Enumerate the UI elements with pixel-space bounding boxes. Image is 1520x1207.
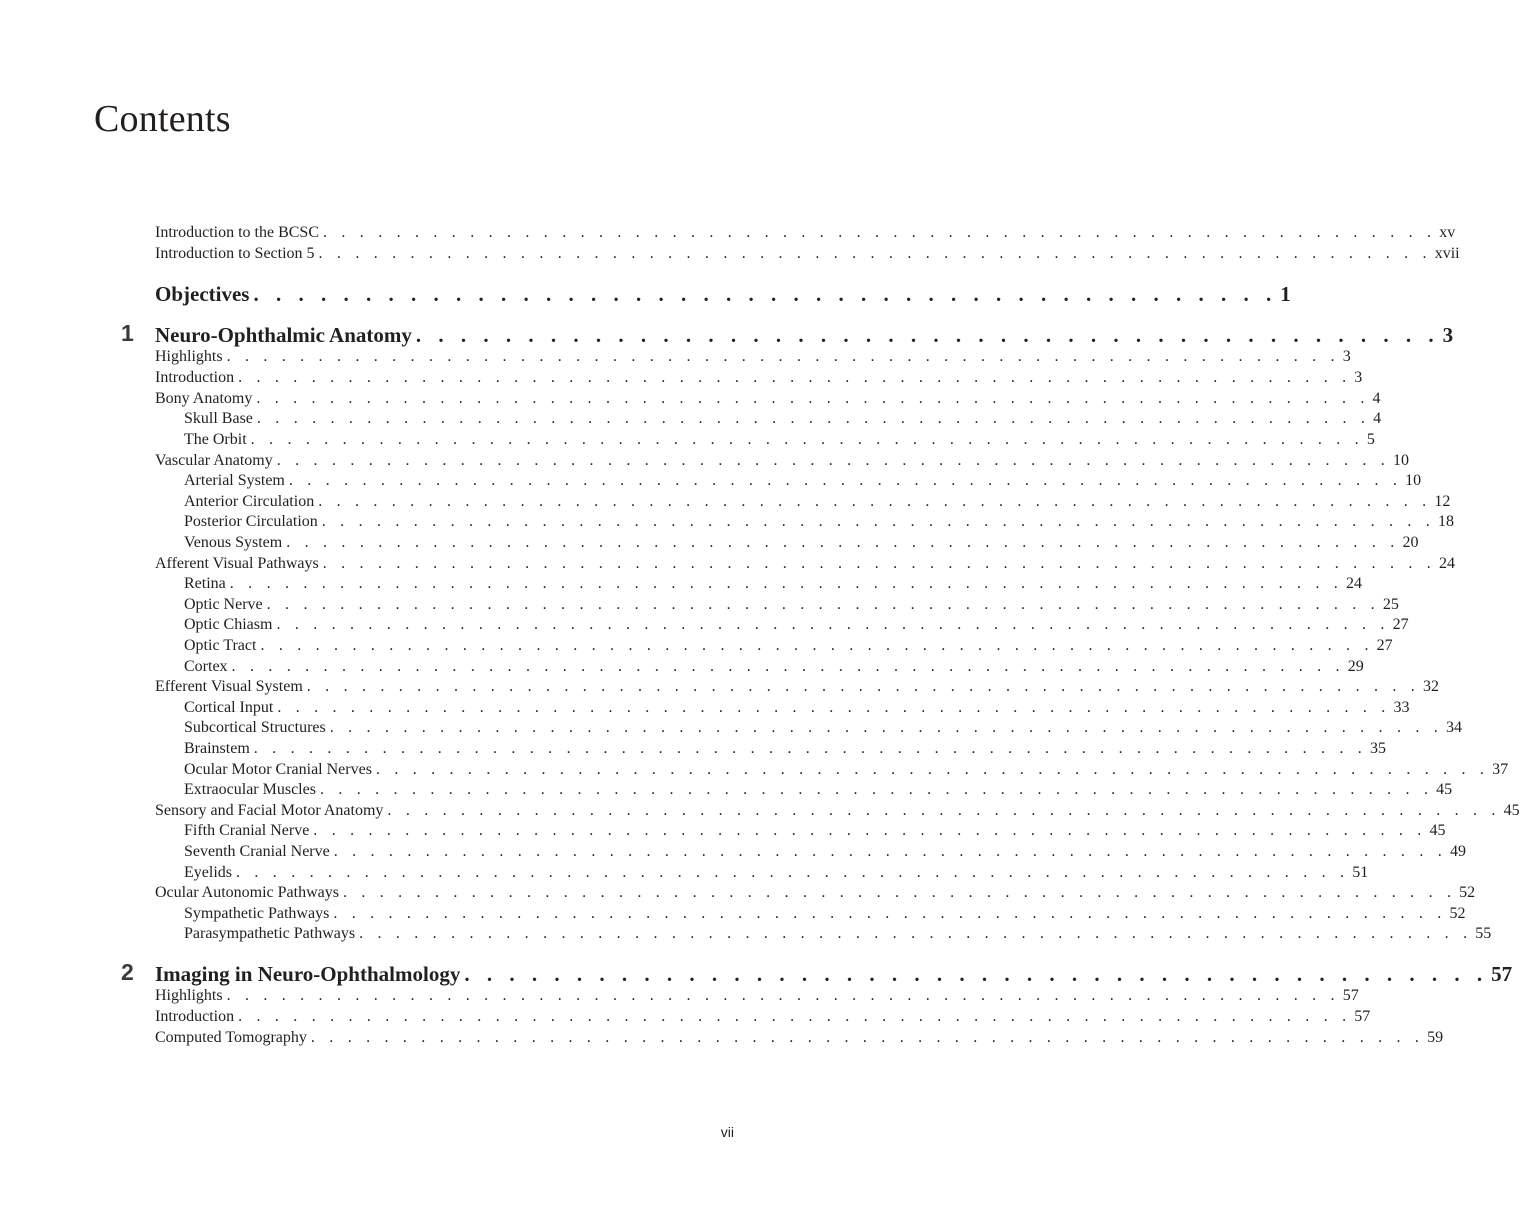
toc-entry-page: 27: [1392, 616, 1409, 633]
toc-entry[interactable]: [155, 677, 1439, 697]
dot-leader: . . . . . . . . . . . . . . . . . . . . . . . . . . . . . . . . . . . . . . . . . . . . . . . . . . . . . . . . . . . . .: [313, 822, 1427, 839]
toc-entry-title: Highlights: [155, 348, 223, 365]
chapter-page: 57: [1491, 962, 1513, 986]
toc-entry-title: Fifth Cranial Nerve: [184, 822, 310, 839]
chapter-page: 3: [1442, 323, 1454, 347]
toc-entry[interactable]: [184, 904, 1466, 924]
toc-entry-page: 10: [1392, 452, 1409, 469]
toc-entry[interactable]: [155, 554, 1455, 574]
dot-leader: . . . . . . . . . . . . . . . . . . . . . . . . . . . . . . . . . . . . . . . . . . . . . . . . . . . . . . . . . . . . .: [276, 616, 1390, 633]
dot-leader: . . . . . . . . . . . . . . . . . . . . . . . . . . . . . . . . . . . . . . . . . . . . . .: [464, 962, 1489, 986]
toc-entry[interactable]: [155, 347, 1351, 367]
toc-entry-page: 57: [1354, 1008, 1371, 1025]
toc-entry[interactable]: [184, 780, 1453, 800]
dot-leader: . . . . . . . . . . . . . . . . . . . . . . . . . . . . . . . . . . . . . . . . . . . . . . . . . . . . . . . . . . . . .: [306, 678, 1420, 695]
dot-leader: . . . . . . . . . . . . . . . . . . . . . . . . . . . . . . . . . . . . . . . . . . . . . . . . . . . . . . . . . . . . .: [342, 884, 1457, 901]
toc-entry-title: Venous System: [184, 534, 283, 551]
toc-entry[interactable]: [184, 863, 1369, 883]
toc-entry-page: 35: [1369, 740, 1386, 757]
toc-entry-title: Introduction: [155, 1008, 235, 1025]
toc-entry[interactable]: [184, 430, 1375, 450]
toc-entry-page: 24: [1438, 555, 1455, 572]
toc-entry-title: Vascular Anatomy: [155, 452, 273, 469]
toc-entry[interactable]: [155, 368, 1363, 388]
dot-leader: . . . . . . . . . . . . . . . . . . . . . . . . . . . . . . . . . . . . . . . . . . . . . . . . . . . . . . . . . . . . .: [310, 1029, 1425, 1046]
toc-entry[interactable]: [155, 801, 1520, 821]
toc-entry-page: 29: [1347, 658, 1364, 675]
dot-leader: . . . . . . . . . . . . . . . . . . . . . . . . . . . . . . . . . . . . . . . . . . . . . . . . . . . . . . . . . . . . .: [256, 390, 1370, 407]
dot-leader: . . . . . . . . . . . . . . . . . . . . . . . . . . . . . . . . . . . . . . . . . . . . . . . . . . . . . . . . . . . . .: [260, 637, 1374, 654]
toc-entry-title: Retina: [184, 575, 226, 592]
toc-entry-page: 45: [1436, 781, 1453, 798]
toc-entry-page: 27: [1376, 637, 1393, 654]
toc-entry-title: Ocular Autonomic Pathways: [155, 884, 339, 901]
dot-leader: . . . . . . . . . . . . . . . . . . . . . . . . . . . . . . . . . . . . . . . . . . . . . . . . . . . . . . . . . . . . .: [226, 987, 1340, 1004]
dot-leader: . . . . . . . . . . . . . . . . . . . . . . . . . . . . . . . . . . . . . . . . . . . . . .: [253, 282, 1278, 306]
toc-entry-page: 4: [1372, 390, 1381, 407]
toc-entry-objectives[interactable]: [155, 281, 1291, 307]
toc-entry-title: Arterial System: [184, 472, 285, 489]
toc-entry-title: Afferent Visual Pathways: [155, 555, 319, 572]
toc-entry-title: Brainstem: [184, 740, 250, 757]
toc-entry-page: xvii: [1434, 245, 1460, 262]
page-title: Contents: [94, 98, 231, 140]
toc-entry[interactable]: [184, 718, 1462, 738]
toc-entry-page: 45: [1503, 802, 1520, 819]
toc-entry-title: Computed Tomography: [155, 1029, 307, 1046]
toc-entry-title: Introduction: [155, 369, 235, 386]
toc-entry-page: 3: [1342, 348, 1351, 365]
dot-leader: . . . . . . . . . . . . . . . . . . . . . . . . . . . . . . . . . . . . . . . . . . . . . . . . . . . . . . . . . . . . .: [333, 905, 1447, 922]
toc-entry-title: Optic Nerve: [184, 596, 263, 613]
dot-leader: . . . . . . . . . . . . . . . . . . . . . . . . . . . . . . . . . . . . . . . . . . . . . . . . . . . . . . . . . . . . .: [250, 431, 1364, 448]
toc-entry[interactable]: [155, 1007, 1371, 1027]
toc-entry-page: 33: [1393, 699, 1410, 716]
toc-entry-title: Cortex: [184, 658, 228, 675]
toc-entry-page: xv: [1439, 224, 1456, 241]
toc-entry-title: Objectives: [155, 282, 250, 306]
toc-entry-page: 4: [1373, 410, 1382, 427]
dot-leader: . . . . . . . . . . . . . . . . . . . . . . . . . . . . . . . . . . . . . . . . . . . . . . . . . . . . . . . . . . . . .: [387, 802, 1501, 819]
toc-entry-page: 55: [1475, 925, 1492, 942]
toc-chapter-2[interactable]: [155, 961, 1513, 987]
toc-entry[interactable]: [184, 492, 1451, 512]
toc-entry[interactable]: [184, 924, 1492, 944]
toc-entry-intro-bcsc[interactable]: [155, 223, 1456, 243]
toc-entry-page: 1: [1280, 282, 1291, 306]
dot-leader: . . . . . . . . . . . . . . . . . . . . . . . . . . . . . . . . . . . . . . . . . . . . . . . . . . . . . . . . . . . . .: [321, 513, 1435, 530]
toc-entry[interactable]: [155, 986, 1359, 1006]
toc-entry[interactable]: [184, 698, 1410, 718]
page-number: vii: [720, 1124, 734, 1140]
dot-leader: . . . . . . . . . . . . . . . . . . . . . . . . . . . . . . . . . . . . . . . . . . . . . . . . . . . . . . . . . . . . .: [323, 224, 1437, 241]
dot-leader: . . . . . . . . . . . . . . . . . . . . . . . . . . . . . . . . . . . . . . . . . . . . . . . . . . . . . . . . . . . . .: [329, 719, 1443, 736]
toc-entry-page: 57: [1342, 987, 1359, 1004]
toc-entry[interactable]: [184, 739, 1386, 759]
toc-entry[interactable]: [184, 574, 1362, 594]
toc-entry[interactable]: [184, 471, 1422, 491]
toc-entry-page: 45: [1429, 822, 1446, 839]
dot-leader: . . . . . . . . . . . . . . . . . . . . . . . . . . . . . . . . . . . . . . . . . . . . . .: [415, 323, 1440, 347]
dot-leader: . . . . . . . . . . . . . . . . . . . . . . . . . . . . . . . . . . . . . . . . . . . . . . . . . . . . . . . . . . . . .: [319, 781, 1434, 798]
toc-entry-page: 3: [1354, 369, 1363, 386]
toc-entry[interactable]: [184, 533, 1419, 553]
toc-entry-title: Sensory and Facial Motor Anatomy: [155, 802, 384, 819]
toc-entry-page: 5: [1366, 431, 1375, 448]
dot-leader: . . . . . . . . . . . . . . . . . . . . . . . . . . . . . . . . . . . . . . . . . . . . . . . . . . . . . . . . . . . . .: [333, 843, 1447, 860]
toc-entry[interactable]: [184, 615, 1409, 635]
toc-entry[interactable]: [155, 451, 1409, 471]
toc-entry-title: Anterior Circulation: [184, 493, 315, 510]
toc-entry[interactable]: [184, 512, 1454, 532]
toc-entry-title: Cortical Input: [184, 699, 274, 716]
chapter-title: Imaging in Neuro-Ophthalmology: [155, 962, 461, 986]
toc-entry-page: 24: [1345, 575, 1362, 592]
toc-entry[interactable]: [184, 636, 1393, 656]
toc-entry-title: Subcortical Structures: [184, 719, 326, 736]
toc-entry-title: Posterior Circulation: [184, 513, 318, 530]
dot-leader: . . . . . . . . . . . . . . . . . . . . . . . . . . . . . . . . . . . . . . . . . . . . . . . . . . . . . . . . . . . . .: [238, 369, 1352, 386]
toc-entry-title: Introduction to Section 5: [155, 245, 315, 262]
toc-entry[interactable]: [155, 389, 1381, 409]
toc-entry[interactable]: [155, 883, 1476, 903]
dot-leader: . . . . . . . . . . . . . . . . . . . . . . . . . . . . . . . . . . . . . . . . . . . . . . . . . . . . . . . . . . . . .: [318, 493, 1432, 510]
toc-entry[interactable]: [184, 657, 1364, 677]
toc-entry-page: 18: [1437, 513, 1454, 530]
chapter-number: 2: [121, 959, 134, 985]
toc-entry[interactable]: [184, 595, 1399, 615]
toc-entry-page: 37: [1492, 761, 1509, 778]
toc-entry-page: 12: [1434, 493, 1451, 510]
toc-entry-title: Ocular Motor Cranial Nerves: [184, 761, 372, 778]
dot-leader: . . . . . . . . . . . . . . . . . . . . . . . . . . . . . . . . . . . . . . . . . . . . . . . . . . . . . . . . . . . . .: [375, 761, 1490, 778]
toc-entry-title: Optic Chiasm: [184, 616, 273, 633]
toc-entry-title: Highlights: [155, 987, 223, 1004]
toc-entry-page: 52: [1459, 884, 1476, 901]
toc-entry-title: Parasympathetic Pathways: [184, 925, 356, 942]
toc-entry[interactable]: [184, 760, 1509, 780]
toc-entry[interactable]: [184, 821, 1446, 841]
toc-entry-page: 49: [1449, 843, 1466, 860]
toc-entry-title: Bony Anatomy: [155, 390, 253, 407]
toc-entry-page: 59: [1427, 1029, 1444, 1046]
chapter-title: Neuro-Ophthalmic Anatomy: [155, 323, 412, 347]
toc-entry-title: Seventh Cranial Nerve: [184, 843, 330, 860]
dot-leader: . . . . . . . . . . . . . . . . . . . . . . . . . . . . . . . . . . . . . . . . . . . . . . . . . . . . . . . . . . . . .: [286, 534, 1400, 551]
toc-entry[interactable]: [184, 409, 1382, 429]
dot-leader: . . . . . . . . . . . . . . . . . . . . . . . . . . . . . . . . . . . . . . . . . . . . . . . . . . . . . . . . . . . . .: [322, 555, 1436, 572]
dot-leader: . . . . . . . . . . . . . . . . . . . . . . . . . . . . . . . . . . . . . . . . . . . . . . . . . . . . . . . . . . . . .: [238, 1008, 1352, 1025]
toc-entry-page: 25: [1382, 596, 1399, 613]
toc-entry-page: 32: [1422, 678, 1439, 695]
toc-entry-title: Sympathetic Pathways: [184, 905, 330, 922]
dot-leader: . . . . . . . . . . . . . . . . . . . . . . . . . . . . . . . . . . . . . . . . . . . . . . . . . . . . . . . . . . . . .: [226, 348, 1340, 365]
toc-entry-page: 20: [1402, 534, 1419, 551]
toc-entry-page: 51: [1352, 864, 1369, 881]
toc-entry-intro-section5[interactable]: [155, 244, 1460, 264]
toc-entry-title: Skull Base: [184, 410, 253, 427]
toc-entry-title: Efferent Visual System: [155, 678, 303, 695]
toc-entry-page: 10: [1405, 472, 1422, 489]
toc-entry[interactable]: [184, 842, 1466, 862]
dot-leader: . . . . . . . . . . . . . . . . . . . . . . . . . . . . . . . . . . . . . . . . . . . . . . . . . . . . . . . . . . . . .: [253, 740, 1367, 757]
toc-entry-title: Optic Tract: [184, 637, 257, 654]
toc-entry-page: 52: [1449, 905, 1466, 922]
toc-entry-title: Introduction to the BCSC: [155, 224, 319, 241]
dot-leader: . . . . . . . . . . . . . . . . . . . . . . . . . . . . . . . . . . . . . . . . . . . . . . . . . . . . . . . . . . . . .: [256, 410, 1371, 427]
dot-leader: . . . . . . . . . . . . . . . . . . . . . . . . . . . . . . . . . . . . . . . . . . . . . . . . . . . . . . . . . . . . .: [359, 925, 1473, 942]
toc-entry[interactable]: [155, 1028, 1444, 1048]
dot-leader: . . . . . . . . . . . . . . . . . . . . . . . . . . . . . . . . . . . . . . . . . . . . . . . . . . . . . . . . . . . . .: [288, 472, 1403, 489]
dot-leader: . . . . . . . . . . . . . . . . . . . . . . . . . . . . . . . . . . . . . . . . . . . . . . . . . . . . . . . . . . . . .: [229, 575, 1343, 592]
toc-entry-title: Eyelids: [184, 864, 232, 881]
toc-entry-title: The Orbit: [184, 431, 247, 448]
chapter-number: 1: [121, 320, 134, 346]
dot-leader: . . . . . . . . . . . . . . . . . . . . . . . . . . . . . . . . . . . . . . . . . . . . . . . . . . . . . . . . . . . . .: [236, 864, 1350, 881]
dot-leader: . . . . . . . . . . . . . . . . . . . . . . . . . . . . . . . . . . . . . . . . . . . . . . . . . . . . . . . . . . . . .: [231, 658, 1345, 675]
dot-leader: . . . . . . . . . . . . . . . . . . . . . . . . . . . . . . . . . . . . . . . . . . . . . . . . . . . . . . . . . . . . .: [318, 245, 1432, 262]
toc-entry-title: Extraocular Muscles: [184, 781, 316, 798]
dot-leader: . . . . . . . . . . . . . . . . . . . . . . . . . . . . . . . . . . . . . . . . . . . . . . . . . . . . . . . . . . . . .: [276, 452, 1390, 469]
toc-entry-page: 34: [1445, 719, 1462, 736]
dot-leader: . . . . . . . . . . . . . . . . . . . . . . . . . . . . . . . . . . . . . . . . . . . . . . . . . . . . . . . . . . . . .: [277, 699, 1391, 716]
toc-chapter-1[interactable]: [155, 322, 1454, 348]
dot-leader: . . . . . . . . . . . . . . . . . . . . . . . . . . . . . . . . . . . . . . . . . . . . . . . . . . . . . . . . . . . . .: [266, 596, 1380, 613]
